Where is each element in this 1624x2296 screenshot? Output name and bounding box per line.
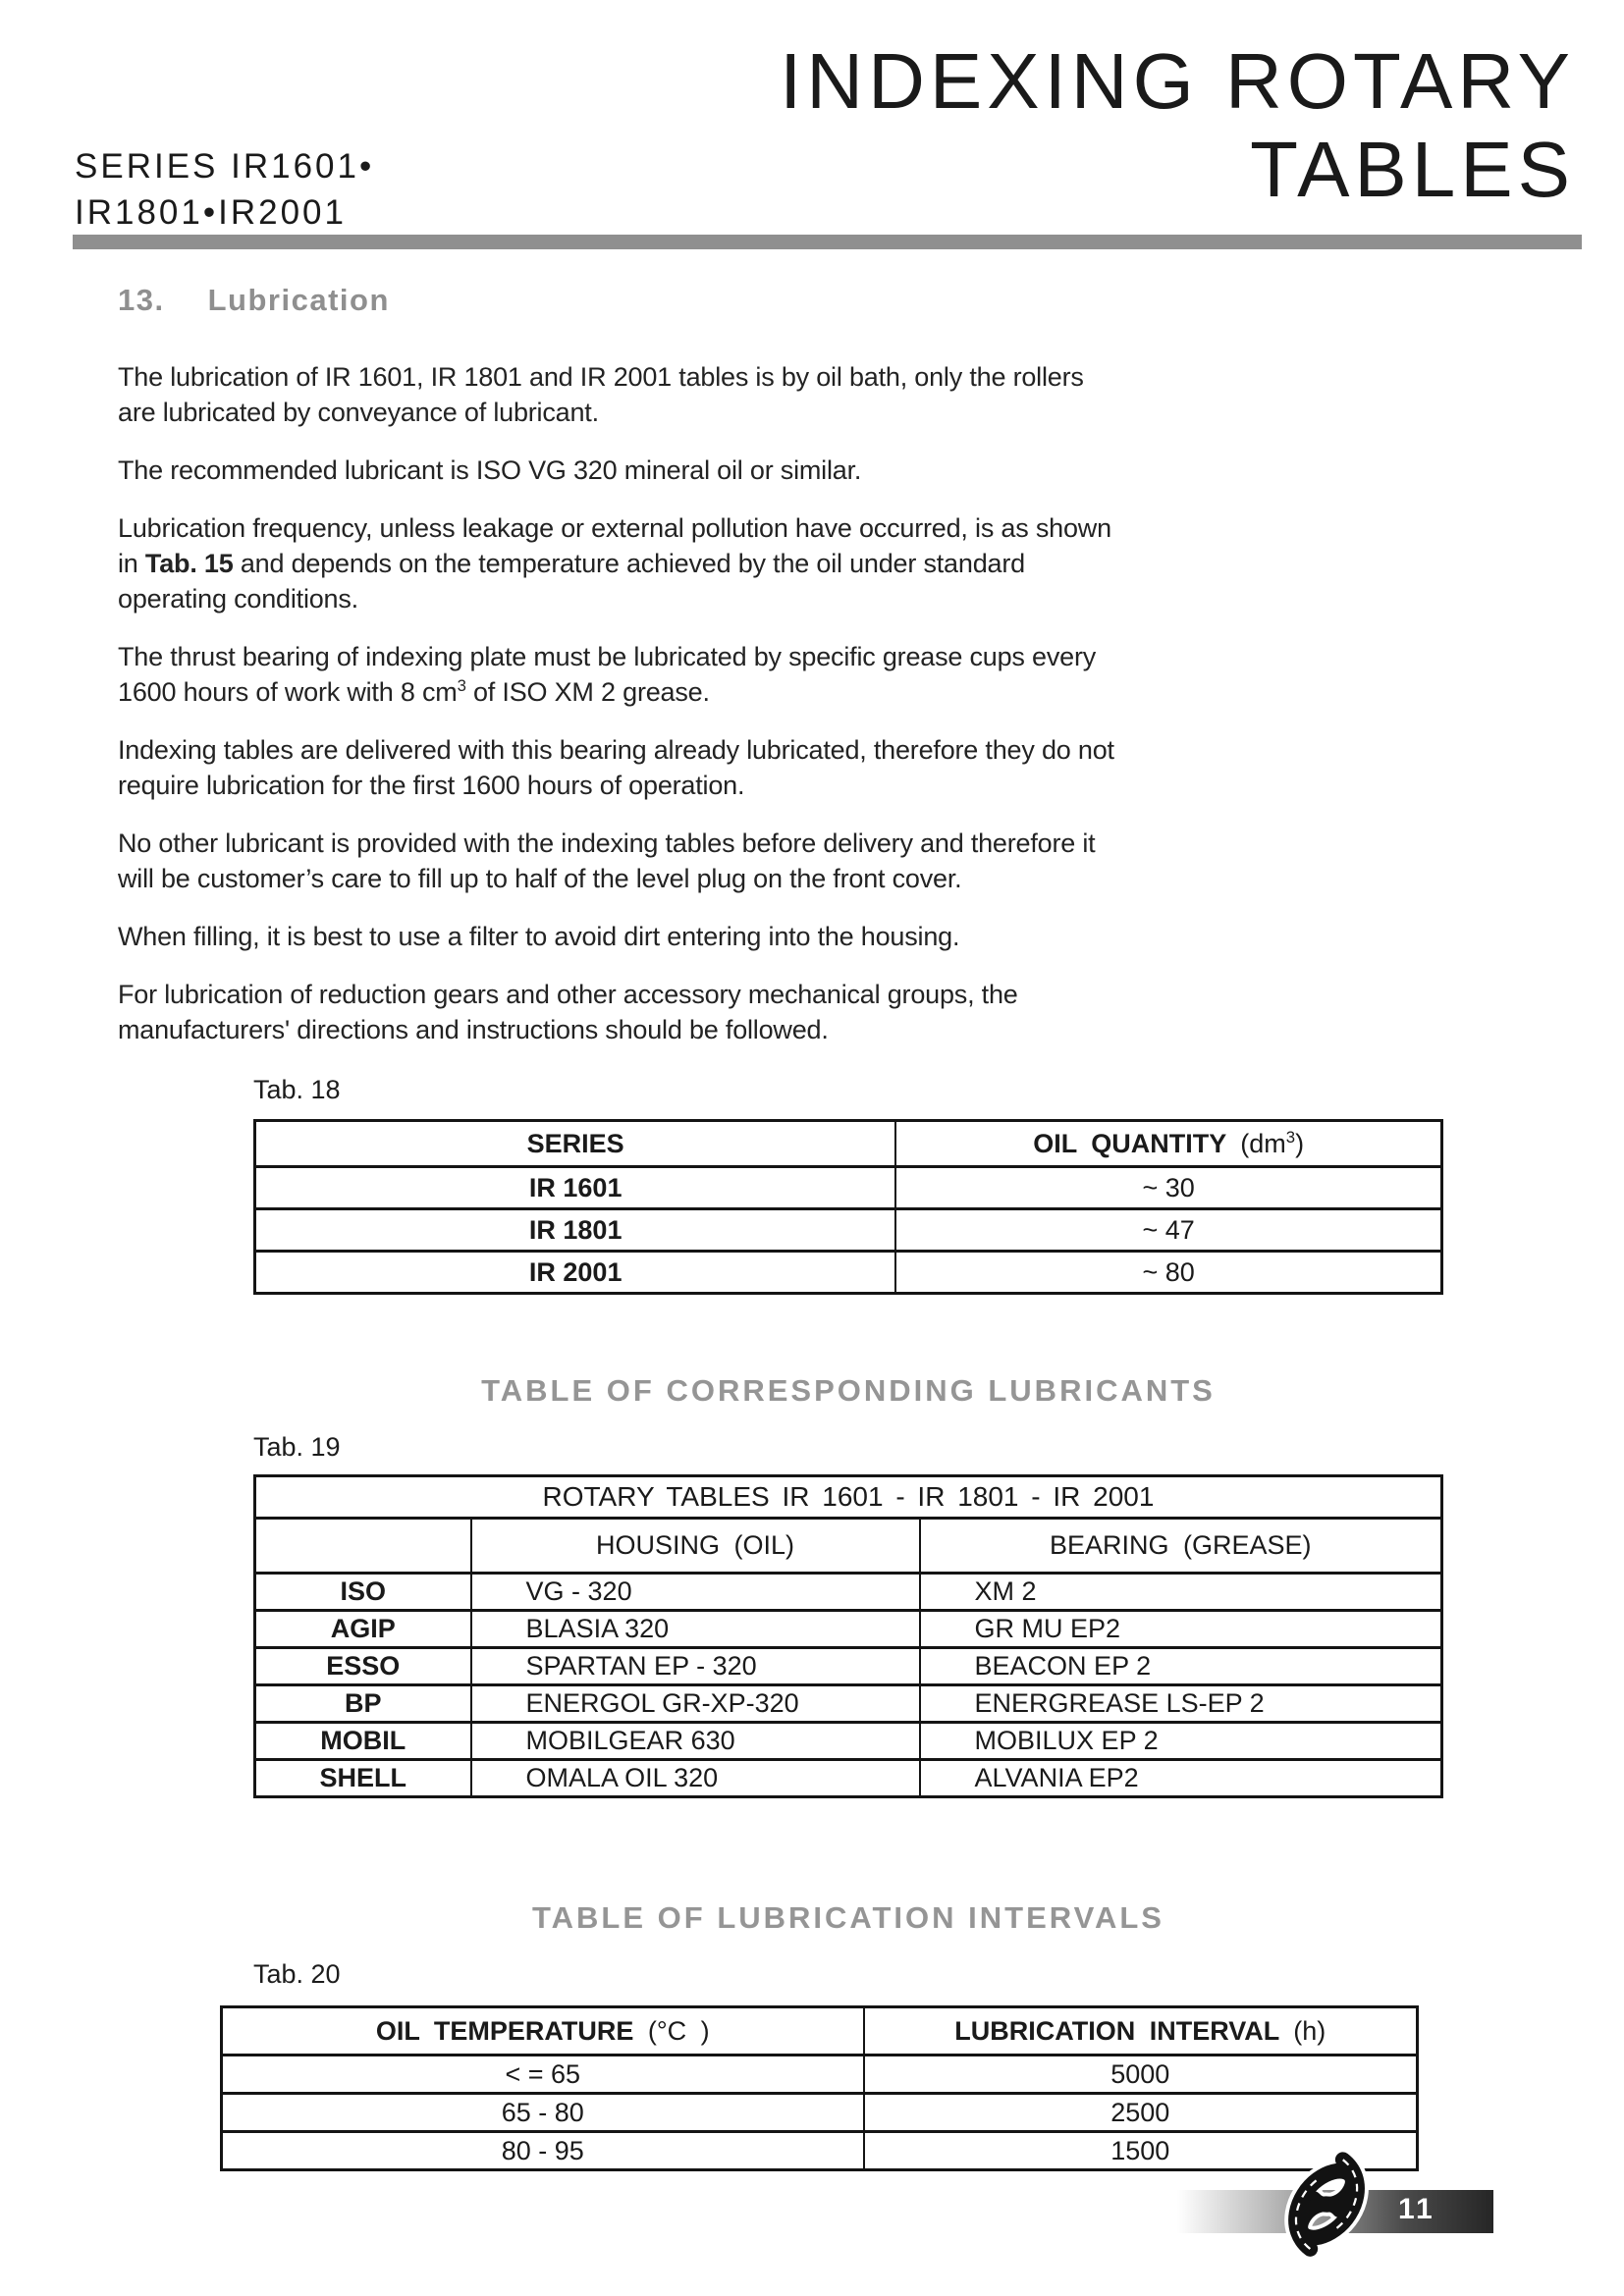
table-cell: ALVANIA EP2: [920, 1760, 1442, 1797]
table-cell: 2500: [864, 2094, 1418, 2132]
table-cell: < = 65: [222, 2056, 864, 2094]
table-header-cell: [222, 2007, 864, 2056]
table-cell: AGIP: [255, 1611, 471, 1648]
table-cell: BLASIA 320: [471, 1611, 920, 1648]
table-row: [255, 1611, 1442, 1648]
table-header-row: [255, 1519, 1442, 1574]
text-segment: ~ 80: [1142, 1256, 1195, 1287]
paragraph: [118, 732, 1114, 803]
table-cell: [255, 1167, 896, 1209]
text-segment: LUBRICATION INTERVAL: [954, 2015, 1294, 2046]
section-heading: [118, 283, 1512, 318]
table-row: [255, 1685, 1442, 1723]
text-segment: OIL TEMPERATURE: [375, 2015, 648, 2046]
text-segment: The lubrication of IR 1601, IR 1801 and IR 2001 tables is by oil bath, only the rollers are lubricated by conveyance of lubricant.: [118, 362, 1084, 427]
text-segment: ~ 47: [1142, 1214, 1195, 1245]
oil-quantity-table: [253, 1119, 1443, 1295]
table-cell: 65 - 80: [222, 2094, 864, 2132]
paragraph: [118, 826, 1114, 896]
table-cell: MOBILGEAR 630: [471, 1723, 920, 1760]
brand-knot-icon: [1271, 2150, 1380, 2260]
table-cell: GR MU EP2: [920, 1611, 1442, 1648]
series-line-2: IR1801•IR2001: [75, 193, 347, 232]
text-segment: of ISO XM 2 grease.: [465, 677, 710, 707]
table-cell: SHELL: [255, 1760, 471, 1797]
page-number: 11: [1398, 2193, 1435, 2225]
table-cell: [255, 1209, 896, 1252]
lubrication-intervals-table: [220, 2005, 1419, 2171]
page-content: [118, 283, 1512, 2171]
table-cell: ENERGOL GR-XP-320: [471, 1685, 920, 1723]
table-cell: [895, 1252, 1441, 1294]
table-cell: VG - 320: [471, 1574, 920, 1611]
table-cell: MOBIL: [255, 1723, 471, 1760]
text-segment: 3: [1285, 1127, 1296, 1147]
text-segment: IR 1801: [528, 1214, 623, 1245]
table-cell: BP: [255, 1685, 471, 1723]
section-title: Lubrication: [207, 283, 390, 317]
table-header-cell: HOUSING (OIL): [471, 1519, 920, 1574]
document-title: [780, 37, 1575, 214]
table-header-cell: [255, 1519, 471, 1574]
paragraph: [118, 453, 1114, 488]
paragraph: [118, 919, 1114, 954]
intervals-table-heading: TABLE OF LUBRICATION INTERVALS: [532, 1900, 1164, 1935]
table-row: [255, 1167, 1442, 1209]
table-cell: XM 2: [920, 1574, 1442, 1611]
table-cell: [895, 1167, 1441, 1209]
table-cell: ISO: [255, 1574, 471, 1611]
text-segment: ): [1295, 1128, 1305, 1158]
tab18-label: Tab. 18: [253, 1075, 341, 1104]
lubricants-table-heading: TABLE OF CORRESPONDING LUBRICANTS: [481, 1373, 1216, 1408]
tab20-label: Tab. 20: [253, 1959, 341, 1989]
table-cell: OMALA OIL 320: [471, 1760, 920, 1797]
title-line-2: TABLES: [1250, 126, 1575, 213]
table-header-row: [255, 1121, 1442, 1167]
paragraph: [118, 977, 1114, 1047]
table-header-cell: [864, 2007, 1418, 2056]
table-header-row: [222, 2007, 1418, 2056]
text-segment: The thrust bearing of indexing plate must be lubricated by specific grease cups every 1600 hours of work with 8 cm: [118, 642, 1097, 707]
section-number: 13.: [118, 283, 165, 317]
table-cell: ESSO: [255, 1648, 471, 1685]
header-rule: [73, 235, 1582, 249]
text-segment: OIL QUANTITY: [1033, 1128, 1241, 1158]
text-segment: and depends on the temperature achieved by the oil under standard operating conditions.: [118, 549, 1025, 614]
text-segment: SERIES: [526, 1128, 624, 1158]
text-segment: Indexing tables are delivered with this bearing already lubricated, therefore they do not require lubrication for the first 1600 hours of operation.: [118, 735, 1114, 800]
table-cell: [895, 1209, 1441, 1252]
body-paragraphs: [118, 359, 1114, 1047]
paragraph: [118, 510, 1114, 616]
paragraph: [118, 359, 1114, 430]
title-line-1: INDEXING ROTARY: [780, 37, 1575, 125]
corresponding-lubricants-table: [253, 1474, 1443, 1798]
text-segment: When filling, it is best to use a filter to avoid dirt entering into the housing.: [118, 922, 960, 951]
table-title-row: [255, 1476, 1442, 1519]
table-cell: [255, 1252, 896, 1294]
table-row: [222, 2094, 1418, 2132]
table-header-cell: [895, 1121, 1441, 1167]
text-segment: 3: [457, 676, 466, 695]
table-row: [255, 1760, 1442, 1797]
table-row: [222, 2132, 1418, 2170]
table-row: [255, 1252, 1442, 1294]
text-segment: (dm: [1240, 1128, 1286, 1158]
text-segment: (h): [1293, 2015, 1326, 2046]
table-cell: SPARTAN EP - 320: [471, 1648, 920, 1685]
tab19-label: Tab. 19: [253, 1432, 341, 1462]
paragraph: [118, 639, 1114, 710]
table-cell: BEACON EP 2: [920, 1648, 1442, 1685]
series-label: [75, 143, 374, 236]
table-header-cell: BEARING (GREASE): [920, 1519, 1442, 1574]
text-segment: The recommended lubricant is ISO VG 320 mineral oil or similar.: [118, 455, 862, 485]
table-row: [255, 1648, 1442, 1685]
table-cell: 80 - 95: [222, 2132, 864, 2170]
table-title: ROTARY TABLES IR 1601 - IR 1801 - IR 2001: [255, 1476, 1442, 1519]
table-row: [255, 1574, 1442, 1611]
table-row: [222, 2056, 1418, 2094]
table-row: [255, 1209, 1442, 1252]
table-header-cell: [255, 1121, 896, 1167]
table-cell: MOBILUX EP 2: [920, 1723, 1442, 1760]
text-segment: IR 1601: [528, 1172, 623, 1202]
text-segment: Lubrication frequency, unless leakage or external pollution have occurred, is as shown in: [118, 513, 1111, 578]
table-cell: ENERGREASE LS-EP 2: [920, 1685, 1442, 1723]
table-cell: 5000: [864, 2056, 1418, 2094]
text-segment: For lubrication of reduction gears and other accessory mechanical groups, the manufacturers' directions and instructions should be followed.: [118, 980, 1018, 1044]
table-cell: 1500: [864, 2132, 1418, 2170]
text-segment: Tab. 15: [144, 549, 234, 578]
text-segment: IR 2001: [528, 1256, 623, 1287]
series-line-1: SERIES IR1601•: [75, 147, 375, 186]
text-segment: No other lubricant is provided with the indexing tables before delivery and therefore it will be customer’s care to fill up to half of the level plug on the front cover.: [118, 828, 1096, 893]
text-segment: ~ 30: [1142, 1172, 1195, 1202]
text-segment: (°C ): [647, 2015, 710, 2046]
table-row: [255, 1723, 1442, 1760]
